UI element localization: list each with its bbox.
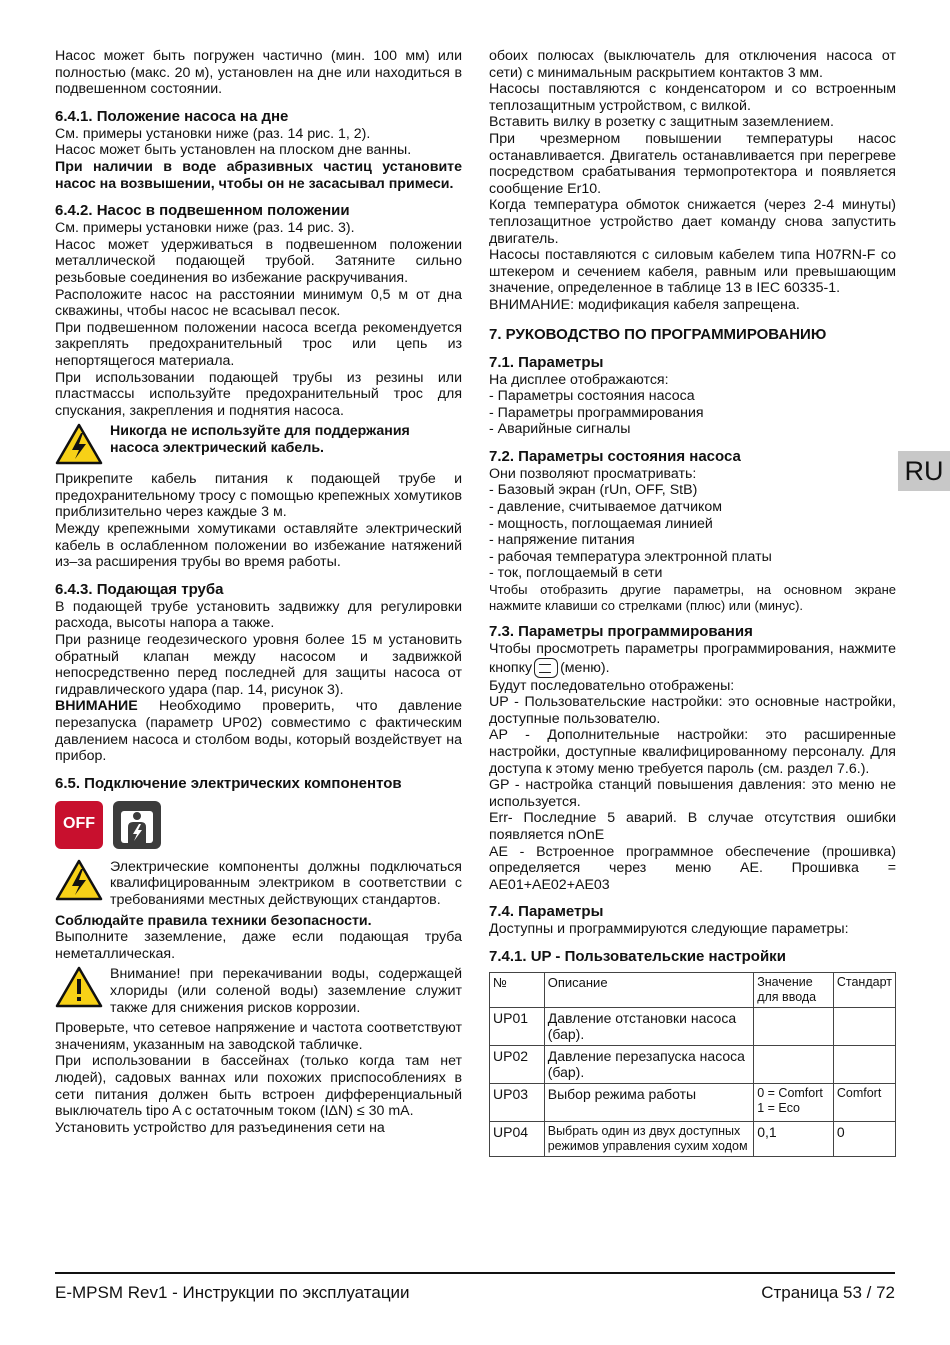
paragraph: Err- Последние 5 аварий. В случае отсутствия ошибки появляется nOnE xyxy=(489,810,896,843)
list-item: - Параметры программирования xyxy=(489,404,704,421)
list-item: - Базовый экран (rUn, OFF, StB) xyxy=(489,482,698,499)
paragraph: См. примеры установки ниже (раз. 14 рис. 3). xyxy=(55,220,355,237)
paragraph: Насос может удерживаться в подвешенном положении металлической подающей трубой. Затяните сильно резьбовые соединения во избежание раскручивания. xyxy=(55,236,462,286)
table-header: № xyxy=(490,972,545,1007)
paragraph: См. примеры установки ниже (раз. 14 рис. 1, 2). xyxy=(55,125,371,142)
table-cell: Давление перезапуска насоса (бар). xyxy=(544,1045,753,1083)
list xyxy=(489,466,896,582)
power-off-icon: OFF xyxy=(55,801,103,849)
table-cell: Comfort xyxy=(833,1083,895,1121)
up-parameters-table xyxy=(489,972,896,1157)
paragraph: Выполните заземление, даже если подающая труба неметаллическая. xyxy=(55,929,462,962)
paragraph: Насосы поставляются с конденсатором и со встроенным теплозащитным устройством, с вилкой. xyxy=(489,81,896,114)
table-row xyxy=(490,1007,896,1045)
exclamation-warning-icon xyxy=(55,966,105,1010)
list-item: - рабочая температура электронной платы xyxy=(489,548,772,565)
paragraph: Когда температура обмоток снижается (через 2-4 минуты) теплозащитное устройство дает команду снова запустить двигатель. xyxy=(489,197,896,247)
paragraph: Расположите насос на расстоянии минимум 0,5 м от дна скважины, чтобы насос не всасывал песок. xyxy=(55,286,462,320)
list-item: - давление, считываемое датчиком xyxy=(489,499,723,516)
intro-paragraph: Насос может быть погружен частично (мин. 100 мм) или полностью (макс. 20 м), установлен на дне или находиться в подвешенном состоянии. xyxy=(55,48,462,98)
paragraph: При подвешенном положении насоса всегда рекомендуется закреплять предохранительный трос или цепь из непортящегося материала. xyxy=(55,319,462,369)
paragraph: Установить устройство для разъединения сети на xyxy=(55,1119,385,1136)
table-cell: UP04 xyxy=(490,1121,545,1156)
paragraph: Будут последовательно отображены: xyxy=(489,677,735,694)
list-item: Они позволяют просматривать: xyxy=(489,465,697,482)
list-item: - Аварийные сигналы xyxy=(489,421,631,438)
attention-paragraph xyxy=(55,698,462,764)
table-header-row xyxy=(490,972,896,1007)
warning-block xyxy=(55,859,462,909)
warning-block xyxy=(55,966,462,1016)
paragraph: GP - настройка станций повышения давления: это меню не используется. xyxy=(489,777,896,810)
paragraph: AE - Встроенное программное обеспечение (прошивка) определяется через меню AE. Прошивка = AE01+AE02+AE03 xyxy=(489,843,896,893)
table-cell: 0 xyxy=(833,1121,895,1156)
paragraph: Вставить вилку в розетку с защитным заземлением. xyxy=(489,114,834,131)
warning-block xyxy=(55,423,462,467)
list-item: - мощность, поглощаемая линией xyxy=(489,515,713,532)
bold-paragraph: Соблюдайте правила техники безопасности. xyxy=(55,912,372,929)
list xyxy=(489,372,896,438)
note-paragraph: Чтобы отобразить другие параметры, на основном экране нажмите клавиши со стрелками (плюс) или (минус). xyxy=(489,582,896,613)
paragraph: обоих полюсах (выключатель для отключения насоса от сети) с минимальным раскрытием контактов 3 мм. xyxy=(489,48,896,81)
table-row xyxy=(490,1083,896,1121)
paragraph: ВНИМАНИЕ: модификация кабеля запрещена. xyxy=(489,296,800,313)
electric-hazard-icon xyxy=(55,859,105,903)
table-cell: Выбор режима работы xyxy=(544,1083,753,1121)
bold-paragraph: При наличии в воде абразивных частиц установите насос на возвышении, чтобы он не засасывал примеси. xyxy=(55,158,462,192)
paragraph: При чрезмерном повышении температуры насос останавливается. Двигатель останавливается при перегреве посредством срабатывания термопротектора и появляется сообщение Er10. xyxy=(489,130,896,197)
list-item: На дисплее отображаются: xyxy=(489,371,669,388)
table-cell: UP01 xyxy=(490,1007,545,1045)
section-6-5-title: 6.5. Подключение электрических компонентов xyxy=(55,774,402,792)
paragraph: При разнице геодезического уровня более 15 м установить обратный клапан между насосом и задвижкой непосредственно перед последней для защиты насоса от гидравлического удара (пар. 14, рисунок 3). xyxy=(55,632,462,698)
section-7-2-title: 7.2. Параметры состояния насоса xyxy=(489,447,741,465)
section-7-4-1-title: 7.4.1. UP - Пользовательские настройки xyxy=(489,947,786,965)
menu-key-icon xyxy=(534,658,558,678)
footer-page-number: Страница 53 / 72 xyxy=(761,1283,895,1302)
section-7-title: 7. РУКОВОДСТВО ПО ПРОГРАММИРОВАНИЮ xyxy=(489,325,827,343)
attention-label: ВНИМАНИЕ xyxy=(55,698,138,715)
paragraph: При использовании в бассейнах (только когда там нет людей), садовых ваннах или похожих приспособлениях в сети питания должен быть встроен дифференциальный выключатель tipo A с остаточным током (IΔN) ≤ 30 mA. xyxy=(55,1053,462,1120)
table-cell xyxy=(833,1007,895,1045)
table-cell: UP03 xyxy=(490,1083,545,1121)
language-tab: RU xyxy=(898,451,950,491)
footer-divider xyxy=(55,1272,895,1274)
section-7-1-title: 7.1. Параметры xyxy=(489,353,604,371)
table-row xyxy=(490,1045,896,1083)
table-cell: 0,1 xyxy=(754,1121,834,1156)
left-column xyxy=(55,48,462,1136)
safety-icons xyxy=(55,801,462,849)
menu-key-paragraph xyxy=(489,641,896,678)
section-6-4-3-title: 6.4.3. Подающая труба xyxy=(55,580,224,598)
right-column xyxy=(489,48,896,1157)
paragraph: Прикрепите кабель питания к подающей трубе и предохранительному тросу с помощью крепежных хомутиков приблизительно через каждые 3 м. xyxy=(55,471,462,521)
table-header: Стандарт xyxy=(833,972,895,1007)
table-header: Значение для ввода xyxy=(754,972,834,1007)
table-cell xyxy=(833,1045,895,1083)
paragraph: UP - Пользовательские настройки: это основные настройки, доступные пользователю. xyxy=(489,694,896,727)
table-cell xyxy=(754,1045,834,1083)
table-row xyxy=(490,1121,896,1156)
paragraph: Между крепежными хомутиками оставляйте электрический кабель в ослабленном положении во избежание натяжений из–за расширения трубы во время работы. xyxy=(55,521,462,571)
list-item: - ток, поглощаемый в сети xyxy=(489,565,663,582)
qualified-technician-icon xyxy=(113,801,161,849)
attention-text: Необходимо проверить, что давление перезапуска (параметр UP02) совместимо с фактическим давлением насоса и столбом воды, который воздействует на прибор. xyxy=(55,698,462,765)
paragraph: В подающей трубе установить задвижку для регулировки расхода, высоты напора а также. xyxy=(55,598,462,632)
table-cell: Давление отстановки насоса (бар). xyxy=(544,1007,753,1045)
paragraph: Насос может быть установлен на плоском дне ванны. xyxy=(55,142,412,159)
paragraph: При использовании подающей трубы из резины или пластмассы используйте предохранительный трос для спускания, закрепления и поднятия насоса. xyxy=(55,369,462,419)
electric-hazard-icon xyxy=(55,423,105,467)
paragraph-text: Чтобы просмотреть параметры программирования, нажмите кнопку xyxy=(489,641,896,676)
list-item: - Параметры состояния насоса xyxy=(489,388,695,405)
warning-text: Электрические компоненты должны подключаться квалифицированным электриком в соответствии с требованиями местных действующих стандартов. xyxy=(110,858,462,908)
footer-document-title: E-MPSM Rev1 - Инструкции по эксплуатации xyxy=(55,1283,410,1302)
paragraph: Доступны и программируются следующие параметры: xyxy=(489,921,849,938)
paragraph: Проверьте, что сетевое напряжение и частота соответствуют значениям, указанным на заводской табличке. xyxy=(55,1020,462,1053)
paragraph-text: (меню). xyxy=(560,659,610,676)
warning-text: Внимание! при перекачивании воды, содержащей хлориды (или соленой воды) заземление служит также для снижения рисков коррозии. xyxy=(110,966,462,1016)
warning-text: Никогда не используйте для поддержания насоса электрический кабель. xyxy=(110,423,410,456)
section-7-3-title: 7.3. Параметры программирования xyxy=(489,623,753,641)
table-cell: 0 = Comfort 1 = Eco xyxy=(754,1083,834,1121)
section-7-4-title: 7.4. Параметры xyxy=(489,903,604,921)
paragraph: Насосы поставляются с силовым кабелем типа H07RN-F со штекером и сечением кабеля, равным или превышающим значение, определенное в таблице 13 в IEC 60335-1. xyxy=(489,247,896,297)
table-cell xyxy=(754,1007,834,1045)
table-header: Описание xyxy=(544,972,753,1007)
list-item: - напряжение питания xyxy=(489,532,635,549)
table-cell: UP02 xyxy=(490,1045,545,1083)
section-6-4-1-title: 6.4.1. Положение насоса на дне xyxy=(55,107,289,125)
section-6-4-2-title: 6.4.2. Насос в подвешенном положении xyxy=(55,202,350,220)
paragraph: AP - Дополнительные настройки: это расширенные настройки, доступные квалифицированному персоналу. Для доступа к этому меню требуется пароль (см. раздел 7.6.). xyxy=(489,727,896,777)
table-cell: Выбрать один из двух доступных режимов управления сухим ходом xyxy=(544,1121,753,1156)
